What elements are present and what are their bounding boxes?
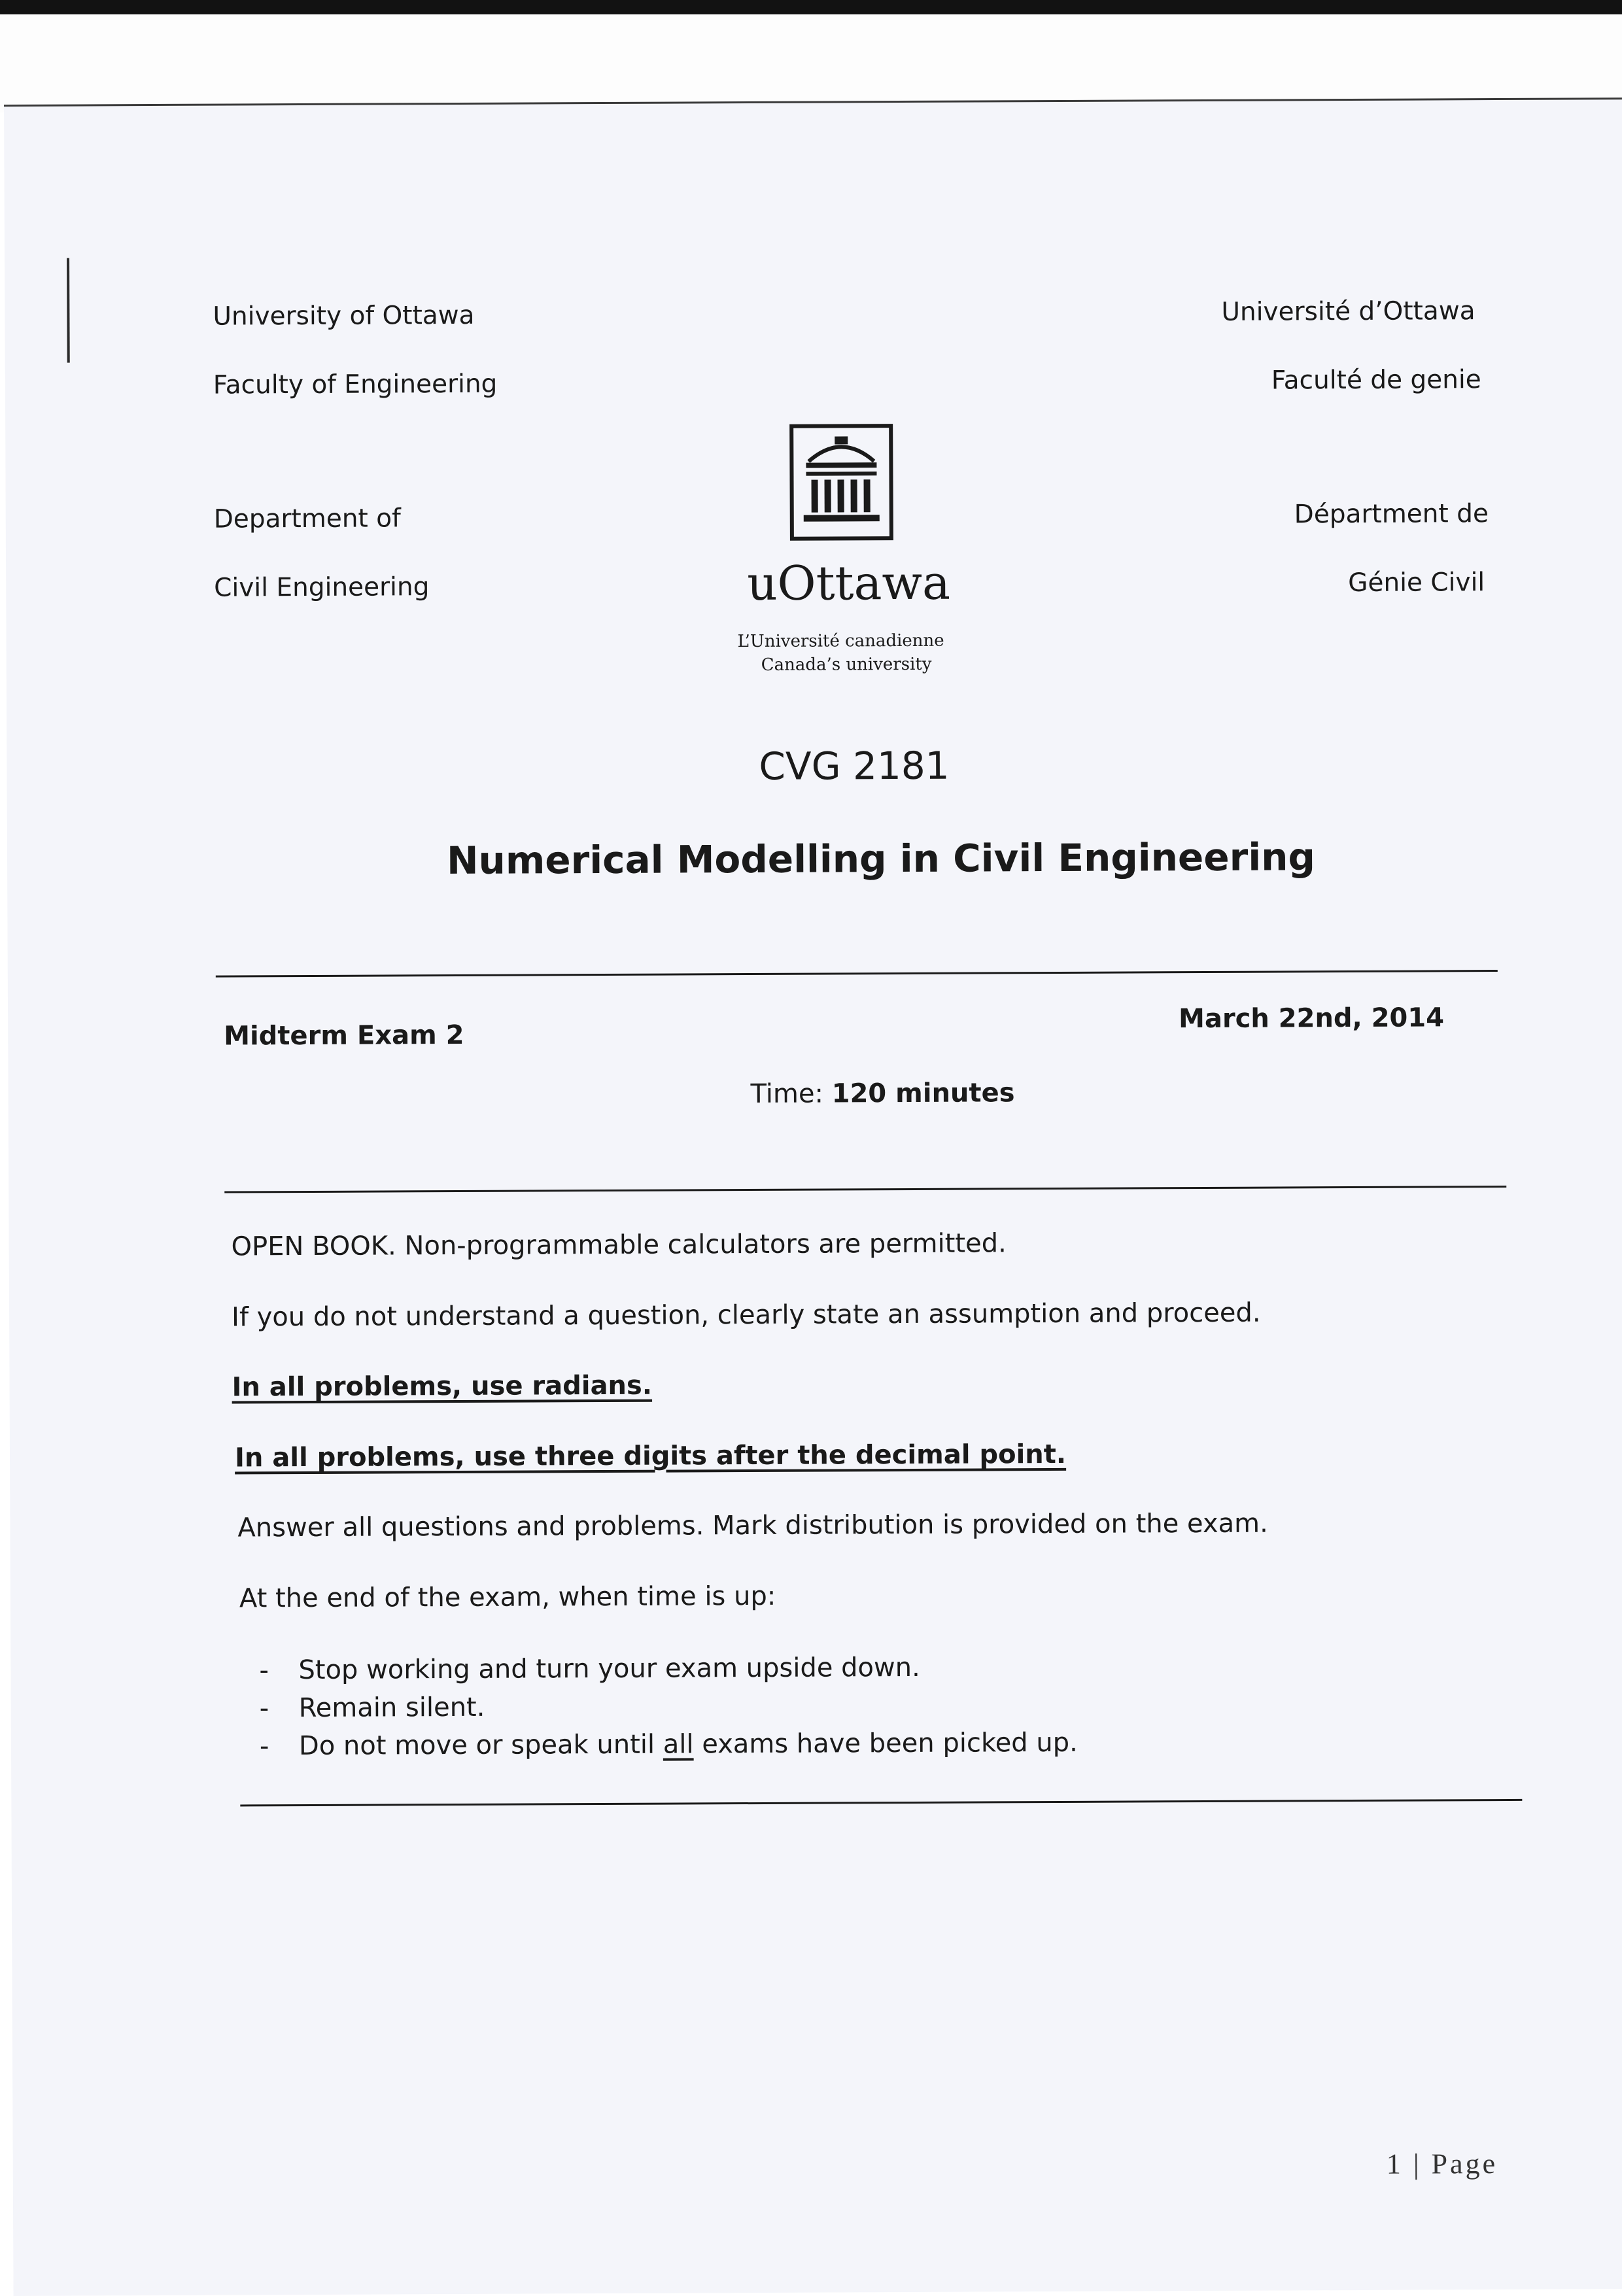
divider-3	[240, 1799, 1522, 1807]
page-label: Page	[1431, 2148, 1498, 2180]
faculty-name-fr: Faculté de genie	[1271, 365, 1481, 396]
department-line2-fr: Génie Civil	[1348, 568, 1485, 598]
brand-tagline-fr: L’Université canadienne	[737, 630, 944, 652]
end-item-move-emphasis: all	[663, 1729, 694, 1760]
instruction-assumption: If you do not understand a question, clearly state an assumption and proceed.	[231, 1297, 1261, 1333]
exam-cover-page	[4, 97, 1622, 2296]
end-item-silent-text: Remain silent.	[298, 1692, 485, 1724]
scan-top-edge	[0, 0, 1622, 14]
instruction-radians: In all problems, use radians.	[232, 1370, 653, 1403]
course-title: Numerical Modelling in Civil Engineering	[446, 834, 1316, 883]
course-code: CVG 2181	[759, 743, 950, 789]
list-dash: -	[259, 1731, 269, 1762]
exam-time-label: Time:	[750, 1078, 824, 1110]
uottawa-building-logo	[789, 423, 894, 541]
department-line1-en: Department of	[213, 504, 401, 534]
list-dash: -	[259, 1693, 269, 1724]
end-item-move	[260, 1728, 1078, 1761]
end-item-move-after: exams have been picked up.	[693, 1727, 1078, 1760]
brand-wordmark: uOttawa	[747, 555, 951, 611]
department-line2-en: Civil Engineering	[214, 572, 430, 603]
divider-2	[224, 1186, 1506, 1193]
exam-date: March 22nd, 2014	[1179, 1002, 1445, 1035]
divider-1	[216, 970, 1498, 978]
exam-time-value: 120 minutes	[831, 1078, 1015, 1109]
instruction-end-intro: At the end of the exam, when time is up:	[239, 1581, 776, 1614]
end-item-silent	[260, 1692, 485, 1724]
instruction-answer-all: Answer all questions and problems. Mark distribution is provided on the exam.	[237, 1508, 1268, 1543]
end-item-move-before: Do not move or speak until	[298, 1729, 663, 1762]
instruction-digits: In all problems, use three digits after the decimal point.	[234, 1439, 1067, 1473]
university-name-en: University of Ottawa	[213, 300, 475, 332]
exam-name: Midterm Exam 2	[224, 1019, 464, 1052]
department-line1-fr: Départment de	[1294, 499, 1489, 530]
exam-time	[751, 1078, 1015, 1109]
instruction-open-book: OPEN BOOK. Non-programmable calculators are permitted.	[231, 1228, 1007, 1262]
margin-mark	[67, 258, 70, 363]
faculty-name-en: Faculty of Engineering	[213, 369, 498, 400]
underlying-sheet	[0, 14, 1622, 112]
page-number: 1	[1386, 2148, 1404, 2180]
end-item-stop-text: Stop working and turn your exam upside down.	[298, 1652, 920, 1686]
brand-tagline-en: Canada’s university	[761, 654, 932, 675]
end-item-stop	[259, 1653, 920, 1685]
university-name-fr: Université d’Ottawa	[1221, 296, 1475, 327]
list-dash: -	[259, 1655, 269, 1686]
page-separator: |	[1413, 2148, 1422, 2180]
page-footer	[1387, 2147, 1498, 2181]
